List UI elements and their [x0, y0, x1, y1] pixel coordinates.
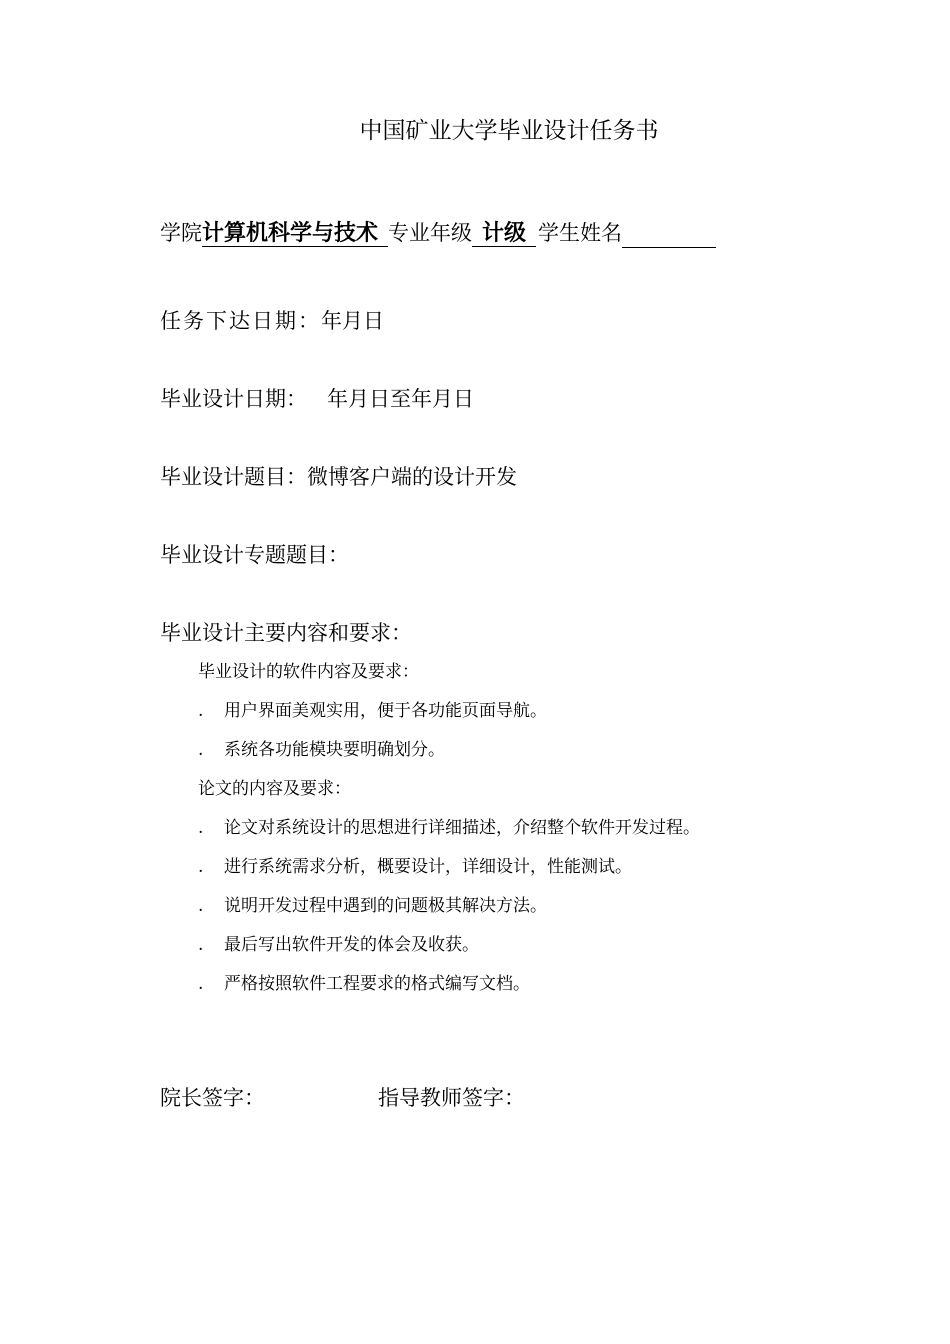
list-item-text: 系统各功能模块要明确划分。	[224, 740, 445, 760]
thesis-heading: 论文的内容及要求：	[198, 779, 351, 799]
list-item-text: 论文对系统设计的思想进行详细描述，介绍整个软件开发过程。	[224, 818, 700, 838]
list-item-text: 最后写出软件开发的体会及收获。	[224, 935, 479, 955]
design-topic-row	[160, 462, 517, 492]
list-item	[198, 894, 547, 918]
software-heading: 毕业设计的软件内容及要求：	[198, 662, 419, 682]
list-item	[198, 933, 479, 957]
bullet-mark: .	[198, 974, 204, 994]
student-name-field[interactable]	[622, 221, 716, 248]
student-name-label: 学生姓名	[538, 221, 623, 245]
task-date-row	[160, 306, 384, 336]
college-value[interactable]: 计算机科学与技术	[202, 220, 388, 247]
list-item-text: 用户界面美观实用，便于各功能页面导航。	[224, 701, 547, 721]
student-info-row	[160, 218, 716, 248]
bullet-mark: .	[198, 818, 204, 838]
bullet-mark: .	[198, 935, 204, 955]
task-date-value: 年月日	[321, 309, 384, 333]
list-item	[198, 699, 547, 723]
advisor-signature-label: 指导教师签字：	[378, 1086, 525, 1110]
design-topic-label: 毕业设计题目：	[160, 465, 307, 489]
design-topic-value: 微博客户端的设计开发	[307, 465, 517, 489]
list-item-text: 说明开发过程中遇到的问题极其解决方法。	[224, 896, 547, 916]
special-topic-label: 毕业设计专题题目：	[160, 543, 349, 567]
bullet-mark: .	[198, 896, 204, 916]
design-date-row	[160, 384, 474, 414]
bullet-mark: .	[198, 857, 204, 877]
document-title: 中国矿业大学毕业设计任务书	[359, 118, 659, 144]
design-date-label: 毕业设计日期：	[160, 387, 307, 411]
bullet-mark: .	[198, 701, 204, 721]
list-item-text: 进行系统需求分析，概要设计，详细设计，性能测试。	[224, 857, 632, 877]
list-item-text: 严格按照软件工程要求的格式编写文档。	[224, 974, 530, 994]
list-item	[198, 855, 632, 879]
special-topic-row	[160, 540, 349, 570]
task-date-label: 任务下达日期：	[160, 309, 321, 333]
dean-signature-label: 院长签字：	[160, 1086, 265, 1110]
major-value[interactable]: 计级	[472, 220, 536, 247]
design-date-value: 年月日至年月日	[327, 387, 474, 411]
major-label: 专业年级	[388, 221, 473, 245]
list-item	[198, 972, 530, 996]
list-item	[198, 738, 445, 762]
bullet-mark: .	[198, 740, 204, 760]
list-item	[198, 816, 700, 840]
college-label: 学院	[160, 221, 202, 245]
contents-label: 毕业设计主要内容和要求：	[160, 621, 412, 645]
